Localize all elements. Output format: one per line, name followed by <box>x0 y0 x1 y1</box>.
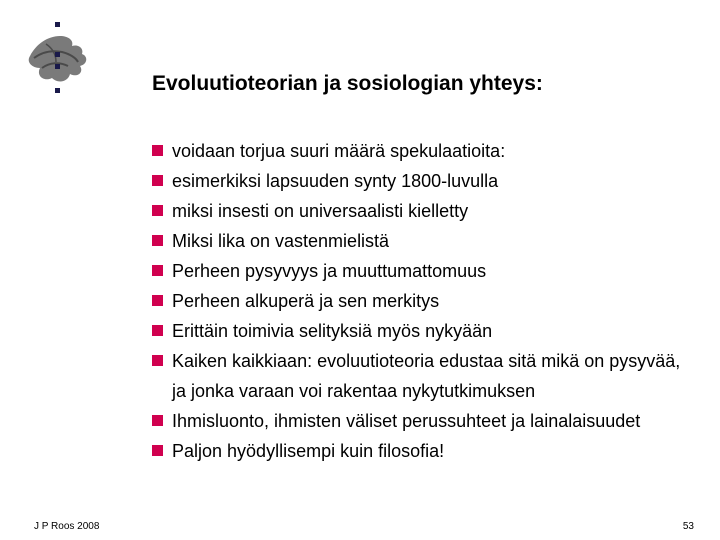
bullet-square-icon <box>152 145 163 156</box>
bullet-text: miksi insesti on universaalisti kielletty <box>172 201 469 221</box>
bullet-text: Miksi lika on vastenmielistä <box>172 231 390 251</box>
university-logo-icon <box>22 22 92 94</box>
bullet-square-icon <box>152 265 163 276</box>
bullet-item <box>152 436 692 466</box>
bullet-square-icon <box>152 415 163 426</box>
bullet-text: Paljon hyödyllisempi kuin filosofia! <box>172 441 445 461</box>
bullet-item <box>152 166 692 196</box>
bullet-square-icon <box>152 355 163 366</box>
bullet-list <box>152 136 692 466</box>
bullet-text: Erittäin toimivia selityksiä myös nykyään <box>172 321 493 341</box>
bullet-item <box>152 286 692 316</box>
bullet-item <box>152 196 692 226</box>
page-number: 53 <box>682 521 694 532</box>
bullet-square-icon <box>152 325 163 336</box>
bullet-item <box>152 346 692 406</box>
bullet-text: voidaan torjua suuri määrä spekulaatioita: <box>172 141 506 161</box>
bullet-item <box>152 226 692 256</box>
footer-author: J P Roos 2008 <box>34 521 100 532</box>
bullet-item <box>152 136 692 166</box>
bullet-square-icon <box>152 205 163 216</box>
bullet-item <box>152 406 692 436</box>
bullet-text: Perheen pysyvyys ja muuttumattomuus <box>172 261 487 281</box>
bullet-text: Perheen alkuperä ja sen merkitys <box>172 291 440 311</box>
slide-title: Evoluutioteorian ja sosiologian yhteys: <box>152 72 543 95</box>
bullet-square-icon <box>152 295 163 306</box>
bullet-item <box>152 316 692 346</box>
bullet-text: Ihmisluonto, ihmisten väliset perussuhteet ja lainalaisuudet <box>172 411 641 431</box>
bullet-square-icon <box>152 235 163 246</box>
bullet-text: esimerkiksi lapsuuden synty 1800-luvulla <box>172 171 499 191</box>
bullet-square-icon <box>152 445 163 456</box>
bullet-text: Kaiken kaikkiaan: evoluutioteoria edustaa sitä mikä on pysyvää, ja jonka varaan voi rakentaa nykytutkimuksen <box>172 351 681 401</box>
bullet-square-icon <box>152 175 163 186</box>
bullet-item <box>152 256 692 286</box>
